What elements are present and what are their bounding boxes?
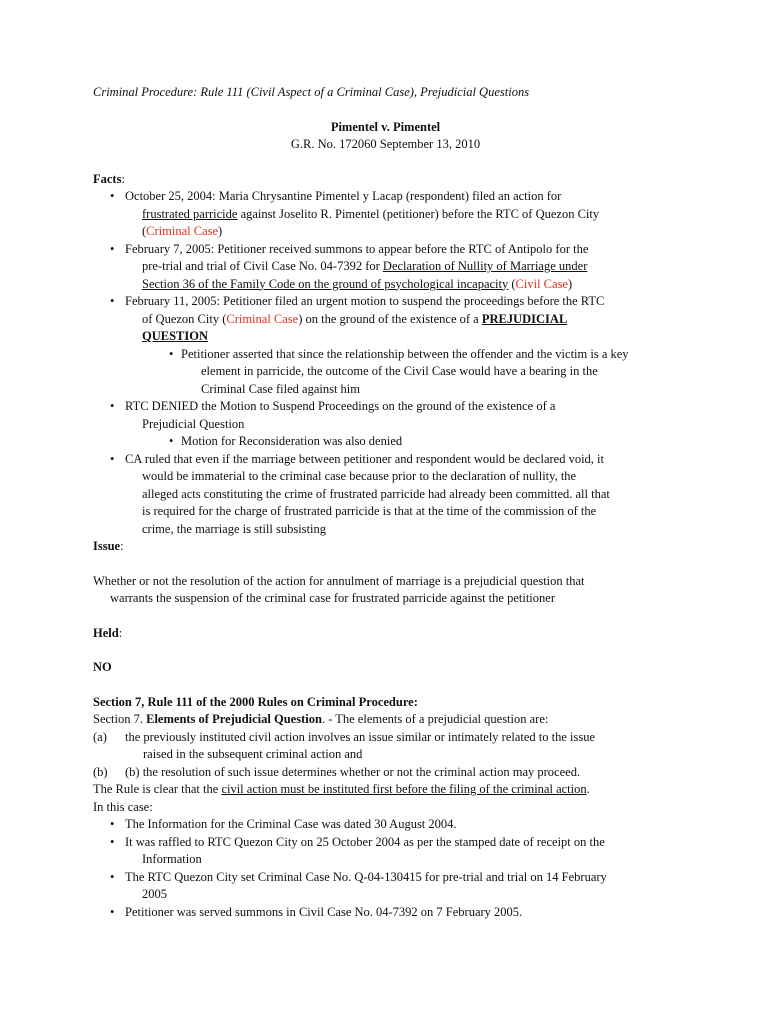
issue-line-2: warrants the suspension of the criminal case for frustrated parricide against the petitioner [110,591,555,605]
case-item-1: • The Information for the Criminal Case was dated 30 August 2004. [125,817,457,831]
case-item-3-line-2: 2005 [142,887,167,901]
case-list [93,816,768,921]
fact-3-sub-line-1: • Petitioner asserted that since the relationship between the offender and the victim is a key [181,346,629,361]
list-item [93,904,768,922]
fact-1-line-1: • October 25, 2004: Maria Chrysantine Pimentel y Lacap (respondent) filed an action for [125,189,562,203]
list-item [93,293,768,398]
facts-heading: Facts: [93,171,125,186]
case-item-2-line-1: • It was raffled to RTC Quezon City on 25 October 2004 as per the stamped date of receipt on the [125,834,605,849]
frustrated-parricide-text: frustrated parricide [142,206,238,221]
list-item [93,398,768,451]
element-a-label: (a) [93,729,107,744]
list-item [93,451,768,539]
fact-4-sublist [125,433,768,451]
document-header: Criminal Procedure: Rule 111 (Civil Aspect of a Criminal Case), Prejudicial Questions [93,85,530,99]
fact-4-sub-line-1: • Motion for Reconsideration was also denied [181,434,403,448]
case-title: Pimentel v. Pimentel [330,119,441,134]
list-item [93,834,768,869]
issue-body [93,573,768,608]
list-item [167,346,768,399]
fact-3-sub-line-3: Criminal Case filed against him [201,381,360,396]
list-item [93,188,768,241]
section-pre: Section 7. [93,712,147,726]
list-item [93,241,768,294]
in-this-case: In this case: [93,799,153,814]
held-answer: NO [93,660,112,674]
section-heading: Section 7, Rule 111 of the 2000 Rules on Criminal Procedure: [93,694,418,709]
prejudicial-text: PREJUDICIAL [481,311,568,326]
rule-pre: The Rule is clear that the [93,782,222,796]
element-a-text: the previously instituted civil action involves an issue similar or intimately related to the issue [125,729,596,744]
rule-line: The Rule is clear that the civil action must be instituted first before the filing of the criminal action. [93,782,590,796]
fact-5-line-4: is required for the charge of frustrated parricide is that at the time of the commission of the [142,504,597,518]
fact-1-line-2 [125,206,768,224]
held-heading: Held: [93,625,123,640]
criminal-case-tag: Criminal Case [226,311,299,326]
fact-3-line-1: • February 11, 2005: Petitioner filed an urgent motion to suspend the proceedings before the RTC [125,294,605,308]
fact-4-line-2: Prejudicial Question [142,416,245,431]
fact-5-line-2: would be immaterial to the criminal case because prior to the declaration of nullity, the [142,469,577,483]
fact-5-line-5: crime, the marriage is still subsisting [142,521,326,536]
fact-3-line-3 [125,328,768,346]
element-a-cont: raised in the subsequent criminal action and [143,747,363,761]
case-item-2-line-2: Information [142,852,202,866]
fact-2-line-3: Section 36 of the Family Code on the ground of psychological incapacity (Civil Case) [142,276,573,291]
fact-3-sublist [125,346,768,399]
rule-underlined: civil action must be instituted first before the filing of the criminal action [221,782,587,796]
facts-label: Facts [93,171,122,186]
fact-2-line-1: • February 7, 2005: Petitioner received summons to appear before the RTC of Antipolo for the [125,241,589,256]
fact-1-line-3: (Criminal Case) [142,224,223,238]
issue-label: Issue [93,539,121,553]
issue-line-1: Whether or not the resolution of the action for annulment of marriage is a prejudicial question that [93,573,585,588]
case-gr-number: G.R. No. 172060 September 13, 2010 [290,137,481,151]
element-a [93,729,768,747]
facts-list [93,188,768,538]
fact-5-line-3: alleged acts constituting the crime of frustrated parricide had already been committed. all that [142,486,610,501]
elements-heading: Elements of Prejudicial Question [146,712,322,726]
held-label: Held [93,625,119,640]
section-post: . - The elements of a prejudicial question are: [321,712,549,726]
civil-case-tag: Civil Case [515,276,568,291]
fact-5-line-1: • CA ruled that even if the marriage between petitioner and respondent would be declared void, it [125,451,605,466]
fact-3-post: ) on the ground of the existence of a [298,311,482,326]
fact-4-line-1: • RTC DENIED the Motion to Suspend Proceedings on the ground of the existence of a [125,399,556,413]
element-b-text: (b) the resolution of such issue determines whether or not the criminal action may proceed. [125,764,581,779]
case-item-4: • Petitioner was served summons in Civil Case No. 04-7392 on 7 February 2005. [125,904,523,919]
question-text: QUESTION [142,329,208,343]
fact-2-line-2 [125,258,768,276]
fact-1-rest: against Joselito R. Pimentel (petitioner) before the RTC of Quezon City [237,206,600,221]
criminal-case-tag: Criminal Case [146,224,219,238]
list-item [93,816,768,834]
issue-heading: Issue: [93,539,124,553]
element-b [93,764,768,782]
fact-3-sub-line-2: element in parricide, the outcome of the Civil Case would have a bearing in the [201,364,598,378]
section-36-text: Section 36 of the Family Code on the ground of psychological incapacity [142,276,509,291]
element-b-label: (b) [93,764,108,779]
section-7-line [93,711,768,729]
list-item [167,433,768,451]
case-item-3-line-1: • The RTC Quezon City set Criminal Case No. Q-04-130415 for pre-trial and trial on 14 February [125,869,607,884]
fact-2-pre: pre-trial and trial of Civil Case No. 04-7392 for [142,259,383,273]
fact-3-pre: of Quezon City ( [142,311,227,326]
declaration-of-nullity-text: Declaration of Nullity of Marriage under [382,259,588,273]
fact-3-line-2 [125,311,768,329]
list-item [93,869,768,904]
